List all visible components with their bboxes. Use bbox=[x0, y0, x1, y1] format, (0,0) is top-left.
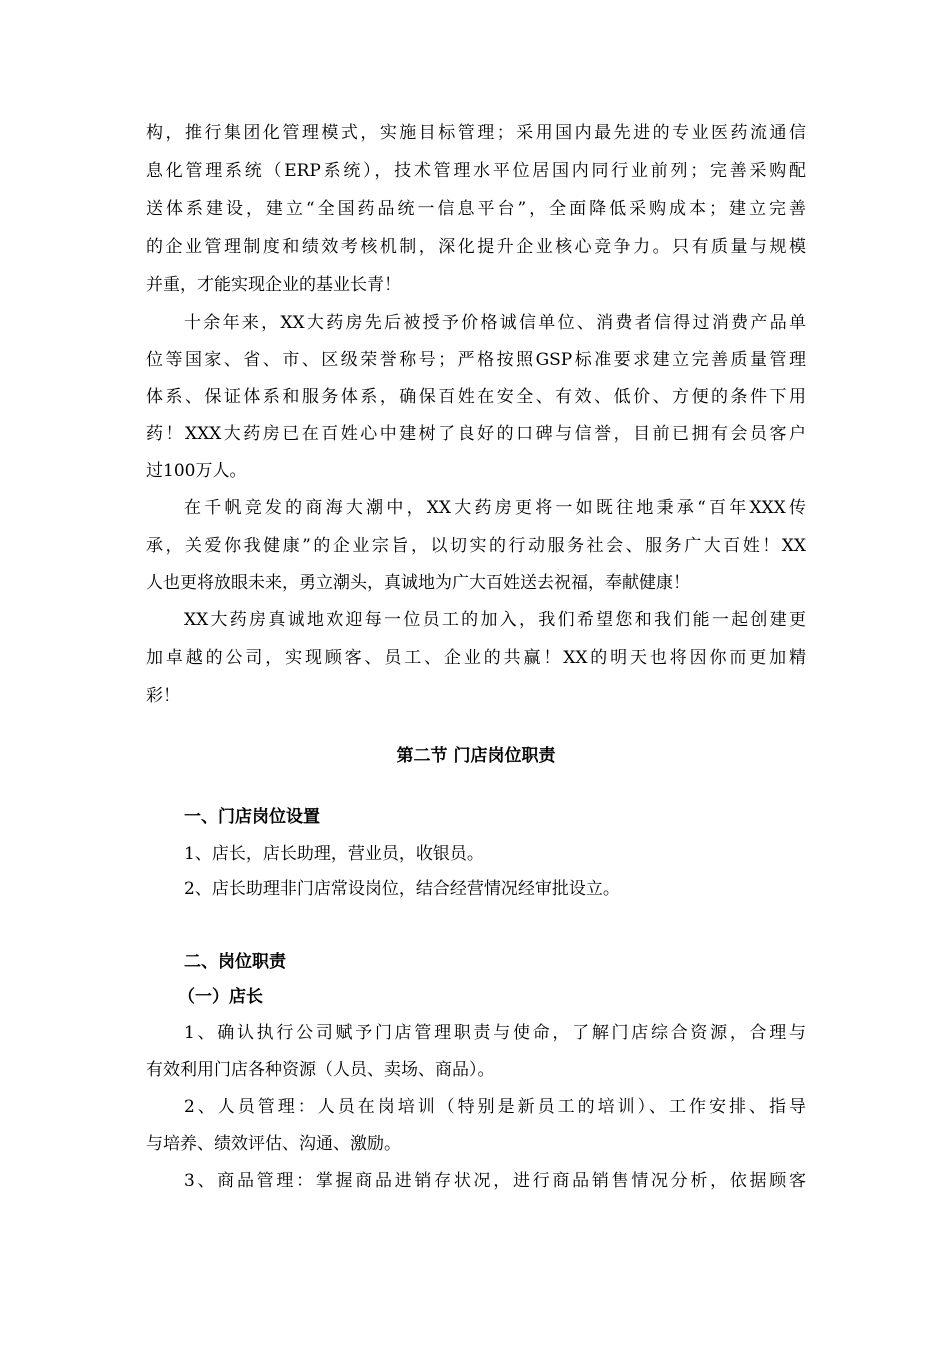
part-2-item-3-line-1: 3、商品管理：掌握商品进销存状况，进行商品销售情况分析，依据顾客 bbox=[184, 1171, 806, 1191]
part-1-heading: 一、门店岗位设置 bbox=[184, 807, 320, 827]
paragraph-2-line-2: 位等国家、省、市、区级荣誉称号；严格按照GSP标准要求建立完善质量管理 bbox=[146, 350, 806, 370]
part-1-item-1: 1、店长，店长助理，营业员，收银员。 bbox=[184, 844, 484, 864]
part-2-subheading: （一）店长 bbox=[178, 987, 263, 1007]
part-2-heading: 二、岗位职责 bbox=[184, 952, 286, 972]
paragraph-4-line-1: XX大药房真诚地欢迎每一位员工的加入，我们希望您和我们能一起创建更 bbox=[184, 610, 806, 630]
paragraph-1-line-1: 构，推行集团化管理模式，实施目标管理；采用国内最先进的专业医药流通信 bbox=[146, 123, 806, 143]
part-2-item-2-line-1: 2、人员管理：人员在岗培训（特别是新员工的培训）、工作安排、指导 bbox=[184, 1097, 806, 1117]
paragraph-1-line-2: 息化管理系统（ERP系统），技术管理水平位居国内同行业前列；完善采购配 bbox=[146, 161, 806, 181]
part-2-item-2-line-2: 与培养、绩效评估、沟通、激励。 bbox=[146, 1134, 401, 1154]
paragraph-1-line-5: 并重，才能实现企业的基业长青！ bbox=[146, 275, 401, 295]
paragraph-2-line-1: 十余年来，XX大药房先后被授予价格诚信单位、消费者信得过消费产品单 bbox=[184, 313, 806, 333]
part-2-item-1-line-1: 1、确认执行公司赋予门店管理职责与使命，了解门店综合资源，合理与 bbox=[184, 1023, 806, 1043]
part-1-item-2: 2、店长助理非门店常设岗位，结合经营情况经审批设立。 bbox=[184, 879, 620, 899]
paragraph-3-line-1: 在千帆竞发的商海大潮中，XX大药房更将一如既往地秉承“百年XXX传 bbox=[184, 498, 806, 518]
paragraph-2-line-4: 药！XXX大药房已在百姓心中建树了良好的口碑与信誉，目前已拥有会员客户 bbox=[146, 424, 806, 444]
paragraph-1-line-4: 的企业管理制度和绩效考核机制，深化提升企业核心竞争力。只有质量与规模 bbox=[146, 237, 806, 257]
paragraph-2-line-5: 过100万人。 bbox=[146, 461, 247, 481]
paragraph-4-line-3: 彩！ bbox=[146, 686, 180, 706]
paragraph-2-line-3: 体系、保证体系和服务体系，确保百姓在安全、有效、低价、方便的条件下用 bbox=[146, 387, 806, 407]
part-2-item-1-line-2: 有效利用门店各种资源（人员、卖场、商品）。 bbox=[146, 1060, 495, 1080]
paragraph-1-line-3: 送体系建设，建立“全国药品统一信息平台”，全面降低采购成本；建立完善 bbox=[146, 199, 806, 219]
paragraph-3-line-2: 承，关爱你我健康”的企业宗旨，以切实的行动服务社会、服务广大百姓！XX bbox=[146, 536, 806, 556]
section-title: 第二节 门店岗位职责 bbox=[396, 746, 556, 766]
paragraph-4-line-2: 加卓越的公司，实现顾客、员工、企业的共赢！XX的明天也将因你而更加精 bbox=[146, 648, 806, 668]
paragraph-3-line-3: 人也更将放眼未来，勇立潮头，真诚地为广大百姓送去祝福，奉献健康！ bbox=[146, 573, 690, 593]
